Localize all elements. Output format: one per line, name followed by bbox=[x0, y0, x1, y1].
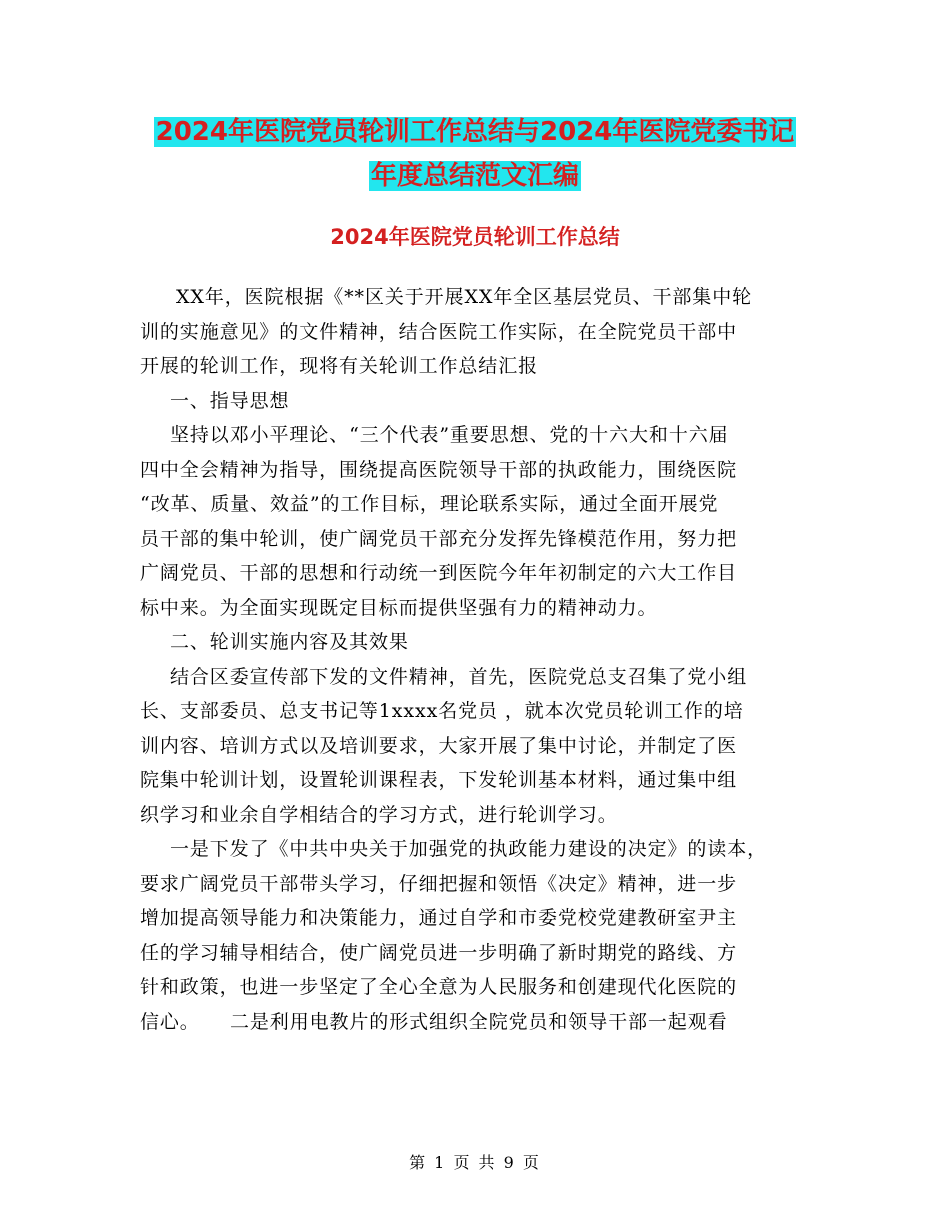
section-title: 2024年医院党员轮训工作总结 bbox=[330, 225, 620, 249]
paragraph-line: XX年，医院根据《**区关于开展XX年全区基层党员、干部集中轮 bbox=[176, 286, 753, 308]
paragraph-line: 员干部的集中轮训，使广阔党员干部充分发挥先锋模范作用，努力把 bbox=[140, 527, 738, 550]
paragraph-line: 一是下发了《中共中央关于加强党的执政能力建设的决定》的读本， bbox=[170, 838, 768, 860]
heading-line: 二、轮训实施内容及其效果 bbox=[170, 631, 409, 653]
paragraph-line: “改革、质量、效益”的工作目标，理论联系实际，通过全面开展党 bbox=[140, 493, 719, 515]
paragraph-line: 坚持以邓小平理论、“三个代表”重要思想、党的十六大和十六届 bbox=[170, 424, 729, 446]
document-title-line-1: 2024年医院党员轮训工作总结与2024年医院党委书记 bbox=[155, 117, 795, 147]
paragraph-line: 任的学习辅导相结合，使广阔党员进一步明确了新时期党的路线、方 bbox=[140, 941, 738, 964]
paragraph-line: 训内容、培训方式以及培训要求，大家开展了集中讨论，并制定了医 bbox=[140, 734, 738, 757]
paragraph-line: 结合区委宣传部下发的文件精神，首先，医院党总支召集了党小组 bbox=[170, 665, 748, 688]
paragraph-line: 增加提高领导能力和决策能力，通过自学和市委党校党建教研室尹主 bbox=[140, 907, 738, 929]
paragraph-line: 要求广阔党员干部带头学习，仔细把握和领悟《决定》精神，进一步 bbox=[140, 872, 738, 895]
paragraph-line: 信心。 二是利用电教片的形式组织全院党员和领导干部一起观看 bbox=[140, 1010, 728, 1033]
paragraph-line: 开展的轮训工作，现将有关轮训工作总结汇报 bbox=[140, 355, 539, 377]
document-title bbox=[0, 110, 950, 198]
document-title-line-2: 年度总结范文汇编 bbox=[370, 161, 579, 191]
paragraph-line: 院集中轮训计划，设置轮训课程表，下发轮训基本材料，通过集中组 bbox=[140, 769, 738, 791]
paragraph-line: 广阔党员、干部的思想和行动统一到医院今年年初制定的六大工作目 bbox=[140, 562, 738, 584]
page-number-footer: 第 1 页 共 9 页 bbox=[409, 1153, 541, 1172]
paragraph-line: 织学习和业余自学相结合的学习方式，进行轮训学习。 bbox=[140, 803, 618, 826]
paragraph-line: 长、支部委员、总支书记等1xxxx名党员 ，就本次党员轮训工作的培 bbox=[140, 700, 744, 722]
paragraph-line: 四中全会精神为指导，围绕提高医院领导干部的执政能力，围绕医院 bbox=[140, 458, 738, 481]
paragraph-line: 针和政策，也进一步坚定了全心全意为人民服务和创建现代化医院的 bbox=[140, 976, 738, 998]
document-body bbox=[140, 280, 820, 1039]
paragraph-line: 训的实施意见》的文件精神，结合医院工作实际，在全院党员干部中 bbox=[140, 320, 738, 343]
paragraph-line: 标中来。为全面实现既定目标而提供坚强有力的精神动力。 bbox=[140, 596, 658, 619]
heading-line: 一、指导思想 bbox=[170, 389, 290, 412]
